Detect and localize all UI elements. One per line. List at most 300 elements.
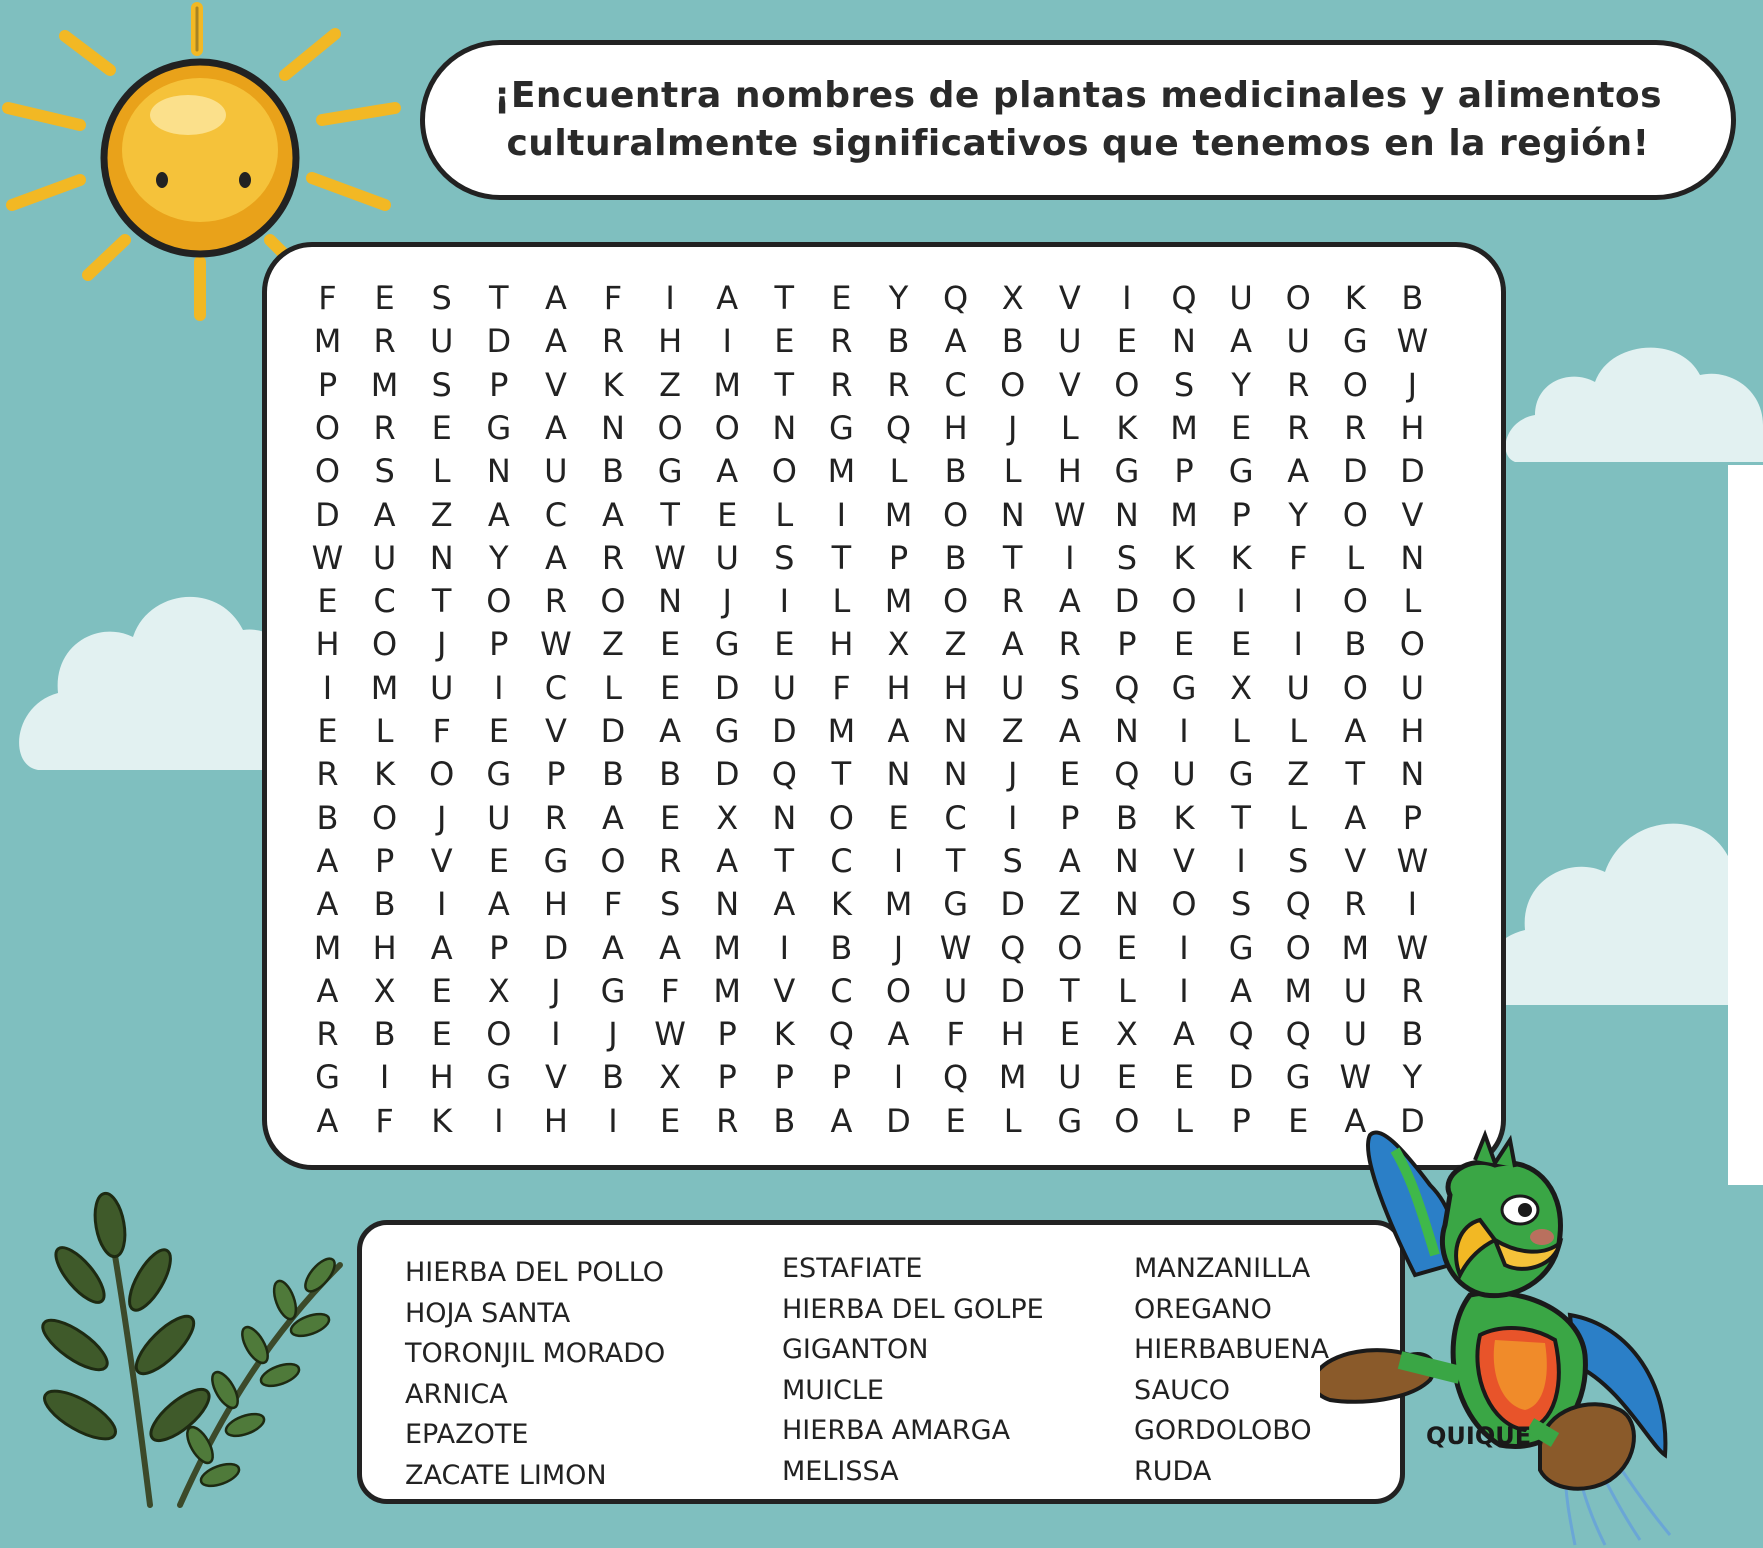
grid-letter[interactable]: A <box>1230 971 1253 1010</box>
grid-letter[interactable]: R <box>716 1101 739 1140</box>
grid-letter[interactable]: D <box>1342 452 1368 491</box>
grid-letter[interactable]: G <box>1228 928 1254 967</box>
grid-letter[interactable]: M <box>370 365 399 404</box>
grid-letter[interactable]: P <box>1231 1101 1251 1140</box>
grid-letter[interactable]: W <box>1339 1058 1372 1097</box>
grid-letter[interactable]: N <box>658 582 683 621</box>
grid-letter[interactable]: J <box>608 1015 618 1054</box>
grid-letter[interactable]: R <box>544 798 567 837</box>
grid-letter[interactable]: O <box>885 971 912 1010</box>
grid-letter[interactable]: N <box>1172 322 1196 361</box>
grid-letter[interactable]: G <box>486 408 512 447</box>
grid-letter[interactable]: V <box>544 365 567 404</box>
grid-letter[interactable]: P <box>1231 495 1251 534</box>
grid-letter[interactable]: G <box>1285 1058 1311 1097</box>
grid-letter[interactable]: S <box>774 538 795 577</box>
grid-letter[interactable]: N <box>1000 495 1025 534</box>
grid-letter[interactable]: M <box>884 495 913 534</box>
grid-letter[interactable]: L <box>1003 1101 1022 1140</box>
grid-letter[interactable]: Y <box>489 538 509 577</box>
grid-letter[interactable]: B <box>602 1058 624 1097</box>
grid-letter[interactable]: X <box>487 971 510 1010</box>
grid-letter[interactable]: S <box>1059 668 1080 707</box>
grid-letter[interactable]: P <box>774 1058 794 1097</box>
grid-letter[interactable]: E <box>431 1015 452 1054</box>
grid-letter[interactable]: P <box>717 1058 737 1097</box>
grid-letter[interactable]: K <box>1230 538 1252 577</box>
grid-letter[interactable]: T <box>1060 971 1080 1010</box>
grid-letter[interactable]: U <box>1286 322 1310 361</box>
grid-letter[interactable]: A <box>716 452 739 491</box>
grid-letter[interactable]: U <box>544 452 568 491</box>
grid-letter[interactable]: O <box>1342 668 1368 707</box>
grid-letter[interactable]: S <box>374 452 395 491</box>
grid-letter[interactable]: O <box>943 495 969 534</box>
grid-letter[interactable]: Q <box>1171 279 1197 317</box>
grid-letter[interactable]: P <box>374 841 395 880</box>
grid-letter[interactable]: W <box>1396 322 1429 361</box>
grid-letter[interactable]: Q <box>1114 755 1140 794</box>
grid-letter[interactable]: B <box>1401 1015 1424 1054</box>
grid-letter[interactable]: A <box>1173 1015 1195 1054</box>
grid-letter[interactable]: I <box>494 668 504 707</box>
grid-letter[interactable]: Q <box>943 1058 969 1097</box>
grid-letter[interactable]: R <box>830 322 853 361</box>
grid-letter[interactable]: X <box>373 971 396 1010</box>
grid-letter[interactable]: G <box>543 841 569 880</box>
grid-letter[interactable]: E <box>717 495 738 534</box>
grid-letter[interactable]: K <box>1116 408 1138 447</box>
grid-letter[interactable]: U <box>1172 755 1196 794</box>
grid-letter[interactable]: I <box>1007 798 1018 837</box>
grid-letter[interactable]: D <box>543 928 569 967</box>
grid-letter[interactable]: B <box>887 322 910 361</box>
grid-letter[interactable]: C <box>544 495 568 534</box>
grid-letter[interactable]: Q <box>1000 928 1026 967</box>
grid-letter[interactable]: S <box>1173 365 1195 404</box>
grid-letter[interactable]: W <box>654 1015 686 1054</box>
grid-letter[interactable]: W <box>939 928 972 967</box>
grid-letter[interactable]: J <box>1407 365 1418 404</box>
grid-letter[interactable]: A <box>1001 625 1024 664</box>
grid-letter[interactable]: I <box>322 668 333 707</box>
grid-letter[interactable]: H <box>543 885 568 924</box>
grid-letter[interactable]: L <box>432 452 451 491</box>
grid-letter[interactable]: T <box>774 841 795 880</box>
grid-letter[interactable]: R <box>316 1015 339 1054</box>
grid-letter[interactable]: L <box>1289 712 1308 750</box>
grid-letter[interactable]: Z <box>659 365 682 404</box>
grid-letter[interactable]: K <box>602 365 624 404</box>
grid-letter[interactable]: O <box>1342 495 1368 534</box>
grid-letter[interactable]: E <box>1173 1058 1195 1097</box>
grid-letter[interactable]: L <box>1403 582 1422 621</box>
grid-letter[interactable]: R <box>1001 582 1024 621</box>
grid-letter[interactable]: I <box>1407 885 1418 924</box>
grid-letter[interactable]: Q <box>943 279 969 317</box>
grid-letter[interactable]: E <box>1116 928 1137 967</box>
grid-letter[interactable]: M <box>998 1058 1027 1097</box>
grid-letter[interactable]: I <box>551 1015 561 1054</box>
grid-letter[interactable]: O <box>1285 279 1311 317</box>
grid-letter[interactable]: B <box>830 928 853 967</box>
grid-letter[interactable]: O <box>600 582 626 621</box>
grid-letter[interactable]: G <box>1057 1101 1083 1140</box>
grid-letter[interactable]: G <box>486 755 512 794</box>
grid-letter[interactable]: I <box>1236 582 1246 621</box>
grid-letter[interactable]: I <box>1293 625 1303 664</box>
grid-letter[interactable]: D <box>1000 971 1025 1010</box>
grid-letter[interactable]: E <box>1288 1101 1309 1140</box>
grid-letter[interactable]: Q <box>1114 668 1140 707</box>
grid-letter[interactable]: A <box>1344 798 1367 837</box>
grid-letter[interactable]: M <box>827 452 856 491</box>
grid-letter[interactable]: V <box>544 712 567 750</box>
grid-letter[interactable]: A <box>773 885 796 924</box>
grid-letter[interactable]: F <box>375 1101 394 1140</box>
grid-letter[interactable]: E <box>774 625 795 664</box>
grid-letter[interactable]: T <box>1231 798 1251 837</box>
grid-letter[interactable]: P <box>1060 798 1080 837</box>
grid-letter[interactable]: N <box>772 798 797 837</box>
grid-letter[interactable]: T <box>945 841 966 880</box>
grid-letter[interactable]: V <box>1058 279 1081 317</box>
grid-letter[interactable]: G <box>943 885 968 924</box>
grid-letter[interactable]: A <box>944 322 967 361</box>
grid-letter[interactable]: E <box>774 322 795 361</box>
grid-letter[interactable]: Q <box>1285 885 1311 924</box>
grid-letter[interactable]: S <box>431 279 452 317</box>
grid-letter[interactable]: J <box>722 582 732 621</box>
grid-letter[interactable]: B <box>602 452 624 491</box>
grid-letter[interactable]: P <box>717 1015 737 1054</box>
grid-letter[interactable]: G <box>486 1058 512 1097</box>
grid-letter[interactable]: M <box>313 322 342 361</box>
grid-letter[interactable]: O <box>600 841 626 880</box>
grid-letter[interactable]: U <box>715 538 739 577</box>
grid-letter[interactable]: A <box>373 495 396 534</box>
grid-letter[interactable]: H <box>886 668 911 707</box>
grid-letter[interactable]: D <box>600 712 626 750</box>
grid-letter[interactable]: M <box>1284 971 1312 1010</box>
grid-letter[interactable]: R <box>316 755 339 794</box>
grid-letter[interactable]: V <box>773 971 796 1010</box>
grid-letter[interactable]: O <box>372 798 398 837</box>
grid-letter[interactable]: Y <box>888 279 909 317</box>
grid-letter[interactable]: O <box>1057 928 1083 967</box>
grid-letter[interactable]: P <box>1402 798 1423 837</box>
grid-letter[interactable]: H <box>1400 408 1425 447</box>
grid-letter[interactable]: M <box>713 365 741 404</box>
grid-letter[interactable]: A <box>316 971 339 1010</box>
grid-letter[interactable]: H <box>543 1101 568 1140</box>
grid-letter[interactable]: M <box>1170 495 1198 534</box>
grid-letter[interactable]: E <box>1173 625 1195 664</box>
grid-letter[interactable]: R <box>601 538 625 577</box>
grid-letter[interactable]: D <box>714 755 740 794</box>
grid-letter[interactable]: G <box>714 625 740 664</box>
grid-letter[interactable]: W <box>1396 841 1429 880</box>
grid-letter[interactable]: X <box>887 625 910 664</box>
grid-letter[interactable]: B <box>316 798 339 837</box>
grid-letter[interactable]: H <box>829 625 854 664</box>
grid-letter[interactable]: O <box>828 798 854 837</box>
grid-letter[interactable]: R <box>601 322 625 361</box>
grid-letter[interactable]: L <box>1346 538 1365 577</box>
grid-letter[interactable]: M <box>1170 408 1198 447</box>
grid-letter[interactable]: N <box>886 755 911 794</box>
grid-letter[interactable]: O <box>314 452 341 491</box>
grid-letter[interactable]: N <box>601 408 625 447</box>
grid-letter[interactable]: S <box>1288 841 1309 880</box>
grid-letter[interactable]: O <box>657 408 683 447</box>
grid-letter[interactable]: E <box>945 1101 966 1140</box>
grid-letter[interactable]: P <box>489 625 509 664</box>
grid-letter[interactable]: G <box>315 1058 340 1097</box>
grid-letter[interactable]: E <box>1116 1058 1137 1097</box>
grid-letter[interactable]: I <box>608 1101 618 1140</box>
grid-letter[interactable]: O <box>1342 582 1368 621</box>
grid-letter[interactable]: A <box>487 495 510 534</box>
grid-letter[interactable]: A <box>1287 452 1310 491</box>
grid-letter[interactable]: A <box>716 279 739 317</box>
grid-letter[interactable]: V <box>1344 841 1367 880</box>
grid-letter[interactable]: D <box>315 495 340 534</box>
grid-letter[interactable]: E <box>1116 322 1137 361</box>
grid-letter[interactable]: F <box>318 279 337 317</box>
grid-letter[interactable]: I <box>722 322 732 361</box>
grid-letter[interactable]: A <box>1230 322 1253 361</box>
grid-letter[interactable]: L <box>1175 1101 1193 1140</box>
grid-letter[interactable]: P <box>489 365 509 404</box>
grid-letter[interactable]: U <box>487 798 511 837</box>
grid-letter[interactable]: T <box>831 755 852 794</box>
grid-letter[interactable]: O <box>1114 1101 1140 1140</box>
grid-letter[interactable]: X <box>659 1058 682 1097</box>
grid-letter[interactable]: J <box>893 928 904 967</box>
grid-letter[interactable]: Z <box>602 625 624 664</box>
grid-letter[interactable]: R <box>830 365 853 404</box>
grid-letter[interactable]: S <box>1230 885 1252 924</box>
grid-letter[interactable]: T <box>1345 755 1366 794</box>
grid-letter[interactable]: A <box>830 1101 853 1140</box>
grid-letter[interactable]: A <box>1058 582 1081 621</box>
grid-letter[interactable]: E <box>317 582 338 621</box>
grid-letter[interactable]: P <box>831 1058 852 1097</box>
grid-letter[interactable]: K <box>431 1101 453 1140</box>
grid-letter[interactable]: F <box>603 279 623 317</box>
grid-letter[interactable]: G <box>1342 322 1368 361</box>
grid-letter[interactable]: C <box>830 971 853 1010</box>
grid-letter[interactable]: T <box>1002 538 1023 577</box>
grid-letter[interactable]: B <box>773 1101 796 1140</box>
grid-letter[interactable]: N <box>1400 538 1425 577</box>
grid-letter[interactable]: E <box>831 279 852 317</box>
grid-letter[interactable]: O <box>943 582 969 621</box>
grid-letter[interactable]: X <box>1001 279 1024 317</box>
grid-letter[interactable]: E <box>888 798 909 837</box>
grid-letter[interactable]: A <box>887 712 910 750</box>
grid-letter[interactable]: E <box>1230 625 1252 664</box>
grid-letter[interactable]: Q <box>885 408 912 447</box>
grid-letter[interactable]: L <box>1289 798 1308 837</box>
grid-letter[interactable]: V <box>430 841 453 880</box>
grid-letter[interactable]: C <box>944 365 967 404</box>
grid-letter[interactable]: I <box>836 495 847 534</box>
grid-letter[interactable]: I <box>436 885 447 924</box>
grid-letter[interactable]: A <box>602 495 624 534</box>
grid-letter[interactable]: O <box>1000 365 1026 404</box>
grid-letter[interactable]: I <box>1179 712 1189 750</box>
grid-letter[interactable]: O <box>314 408 341 447</box>
grid-letter[interactable]: D <box>771 712 797 750</box>
grid-letter[interactable]: E <box>1059 1015 1080 1054</box>
grid-letter[interactable]: A <box>316 885 339 924</box>
grid-letter[interactable]: F <box>832 668 851 707</box>
grid-letter[interactable]: U <box>429 668 454 707</box>
grid-letter[interactable]: A <box>716 841 739 880</box>
grid-letter[interactable]: O <box>1399 625 1425 664</box>
grid-letter[interactable]: T <box>831 538 852 577</box>
grid-letter[interactable]: O <box>1342 365 1368 404</box>
grid-letter[interactable]: H <box>429 1058 454 1097</box>
grid-letter[interactable]: T <box>489 279 509 317</box>
grid-letter[interactable]: Z <box>1001 712 1024 750</box>
grid-letter[interactable]: B <box>1401 279 1424 317</box>
grid-letter[interactable]: G <box>1171 668 1197 707</box>
grid-letter[interactable]: P <box>888 538 909 577</box>
grid-letter[interactable]: Q <box>1228 1015 1254 1054</box>
grid-letter[interactable]: G <box>828 408 854 447</box>
grid-letter[interactable]: W <box>311 538 344 577</box>
grid-letter[interactable]: L <box>1232 712 1250 750</box>
grid-letter[interactable]: P <box>1117 625 1137 664</box>
grid-letter[interactable]: A <box>544 279 567 317</box>
grid-letter[interactable]: I <box>1179 928 1189 967</box>
grid-letter[interactable]: I <box>779 928 790 967</box>
grid-letter[interactable]: T <box>774 365 795 404</box>
grid-letter[interactable]: B <box>659 755 682 794</box>
grid-letter[interactable]: U <box>1000 668 1025 707</box>
grid-letter[interactable]: F <box>1288 538 1308 577</box>
grid-letter[interactable]: T <box>774 279 795 317</box>
grid-letter[interactable]: Z <box>430 495 453 534</box>
grid-letter[interactable]: E <box>488 712 509 750</box>
grid-letter[interactable]: B <box>373 885 396 924</box>
grid-letter[interactable]: U <box>1286 668 1310 707</box>
grid-letter[interactable]: Y <box>1231 365 1251 404</box>
grid-letter[interactable]: G <box>1228 452 1254 491</box>
grid-letter[interactable]: T <box>660 495 680 534</box>
grid-letter[interactable]: I <box>1065 538 1075 577</box>
grid-letter[interactable]: Z <box>944 625 967 664</box>
grid-letter[interactable]: A <box>659 712 682 750</box>
grid-letter[interactable]: L <box>375 712 394 750</box>
grid-letter[interactable]: I <box>1293 582 1303 621</box>
grid-letter[interactable]: J <box>436 798 447 837</box>
grid-letter[interactable]: J <box>1007 755 1018 794</box>
grid-letter[interactable]: O <box>714 408 740 447</box>
grid-letter[interactable]: E <box>1230 408 1252 447</box>
grid-letter[interactable]: G <box>1228 755 1254 794</box>
grid-letter[interactable]: C <box>830 841 853 880</box>
grid-letter[interactable]: Z <box>1287 755 1310 794</box>
grid-letter[interactable]: F <box>603 885 623 924</box>
grid-letter[interactable]: O <box>771 452 797 491</box>
grid-letter[interactable]: A <box>887 1015 910 1054</box>
grid-letter[interactable]: D <box>886 1101 911 1140</box>
grid-letter[interactable]: D <box>1400 452 1425 491</box>
grid-letter[interactable]: A <box>1344 1101 1367 1140</box>
grid-letter[interactable]: R <box>1058 625 1081 664</box>
grid-letter[interactable]: T <box>431 582 452 621</box>
grid-letter[interactable]: A <box>1344 712 1367 750</box>
grid-letter[interactable]: L <box>889 452 908 491</box>
grid-letter[interactable]: C <box>373 582 396 621</box>
grid-letter[interactable]: E <box>659 625 681 664</box>
grid-letter[interactable]: U <box>1058 322 1082 361</box>
grid-letter[interactable]: Y <box>1402 1058 1423 1097</box>
grid-letter[interactable]: N <box>943 755 968 794</box>
grid-letter[interactable]: A <box>316 1101 339 1140</box>
grid-letter[interactable]: N <box>1114 712 1139 750</box>
grid-letter[interactable]: H <box>658 322 683 361</box>
grid-letter[interactable]: O <box>372 625 398 664</box>
grid-letter[interactable]: A <box>1058 841 1081 880</box>
grid-letter[interactable]: N <box>715 885 740 924</box>
grid-letter[interactable]: P <box>546 755 566 794</box>
grid-letter[interactable]: H <box>372 928 397 967</box>
grid-letter[interactable]: S <box>1116 538 1138 577</box>
grid-letter[interactable]: E <box>488 841 509 880</box>
grid-letter[interactable]: Q <box>828 1015 854 1054</box>
grid-letter[interactable]: A <box>487 885 510 924</box>
grid-letter[interactable]: E <box>659 668 681 707</box>
grid-letter[interactable]: R <box>544 582 567 621</box>
grid-letter[interactable]: O <box>1171 885 1197 924</box>
grid-letter[interactable]: A <box>544 408 567 447</box>
grid-letter[interactable]: E <box>1059 755 1080 794</box>
grid-letter[interactable]: H <box>315 625 340 664</box>
grid-letter[interactable]: R <box>373 408 396 447</box>
grid-letter[interactable]: F <box>432 712 451 750</box>
grid-letter[interactable]: G <box>1114 452 1140 491</box>
grid-letter[interactable]: U <box>1343 971 1367 1010</box>
grid-letter[interactable]: D <box>1000 885 1025 924</box>
grid-letter[interactable]: E <box>431 408 452 447</box>
grid-letter[interactable]: K <box>830 885 852 924</box>
grid-letter[interactable]: X <box>716 798 739 837</box>
grid-letter[interactable]: N <box>429 538 454 577</box>
grid-letter[interactable]: Z <box>1058 885 1081 924</box>
grid-letter[interactable]: W <box>654 538 686 577</box>
grid-letter[interactable]: E <box>317 712 338 750</box>
grid-letter[interactable]: B <box>373 1015 396 1054</box>
grid-letter[interactable]: X <box>1230 668 1253 707</box>
grid-letter[interactable]: L <box>1003 452 1022 491</box>
grid-letter[interactable]: A <box>316 841 339 880</box>
grid-letter[interactable]: I <box>893 841 904 880</box>
grid-letter[interactable]: P <box>489 928 509 967</box>
grid-letter[interactable]: V <box>1173 841 1195 880</box>
grid-letter[interactable]: M <box>370 668 399 707</box>
grid-letter[interactable]: S <box>1002 841 1023 880</box>
grid-letter[interactable]: B <box>944 538 967 577</box>
grid-letter[interactable]: H <box>943 668 968 707</box>
grid-letter[interactable]: A <box>544 538 567 577</box>
grid-letter[interactable]: I <box>779 582 790 621</box>
grid-letter[interactable]: O <box>1171 582 1197 621</box>
